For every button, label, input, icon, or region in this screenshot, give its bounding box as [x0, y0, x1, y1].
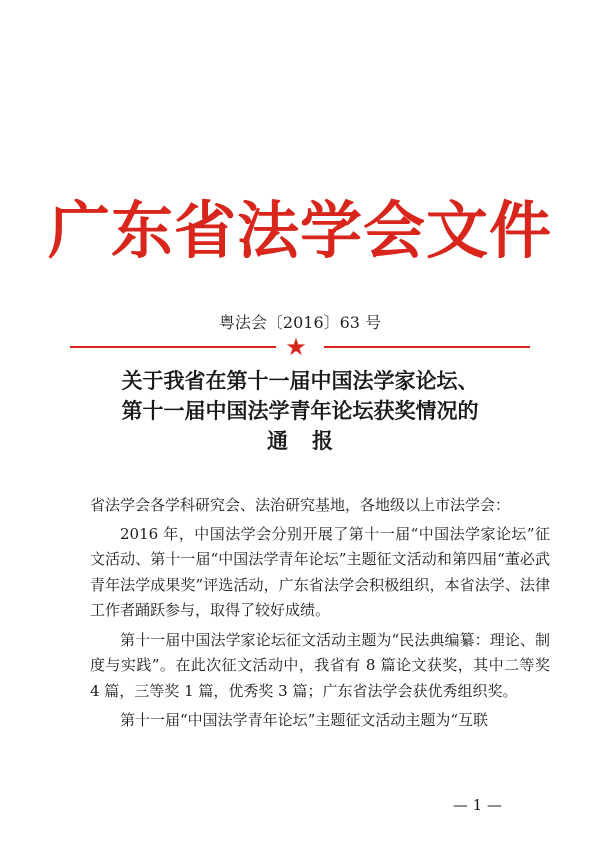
- divider-line-right: [324, 346, 530, 348]
- body-paragraph-1: 2016 年，中国法学会分别开展了第十一届“中国法学家论坛”征文活动、第十一届“中国法学青年论坛”主题征文活动和第四届“董必武青年法学成果奖”评选活动，广东省法学会积极组织，本省法学、法律工作者踊跃参与，取得了较好成绩。: [90, 524, 550, 619]
- star-icon: ★: [285, 333, 307, 361]
- title-line-1: 关于我省在第十一届中国法学家论坛、: [121, 368, 479, 393]
- document-number: 粤法会〔2016〕63 号: [218, 313, 382, 332]
- document-masthead: 广东省法学会文件: [47, 194, 552, 267]
- divider-line-left: [70, 346, 276, 348]
- document-body: [90, 493, 550, 738]
- body-paragraph-3: 第十一届“中国法学青年论坛”主题征文活动主题为“互联: [120, 711, 489, 729]
- notice-title: [0, 366, 600, 456]
- title-line-2: 第十一届中国法学青年论坛获奖情况的: [121, 398, 479, 423]
- body-paragraph-2: 第十一届中国法学家论坛征文活动主题为“民法典编纂：理论、制度与实践”。在此次征文活动中，我省有 8 篇论文获奖，其中二等奖 4 篇，三等奖 1 篇，优秀奖 3 篇；广东省法学会获优秀组织奖。: [90, 630, 550, 700]
- page-number: — 1 —: [452, 796, 502, 814]
- title-line-3: 通报: [267, 428, 357, 453]
- salutation: 省法学会各学科研究会、法治研究基地，各地级以上市法学会：: [90, 496, 511, 514]
